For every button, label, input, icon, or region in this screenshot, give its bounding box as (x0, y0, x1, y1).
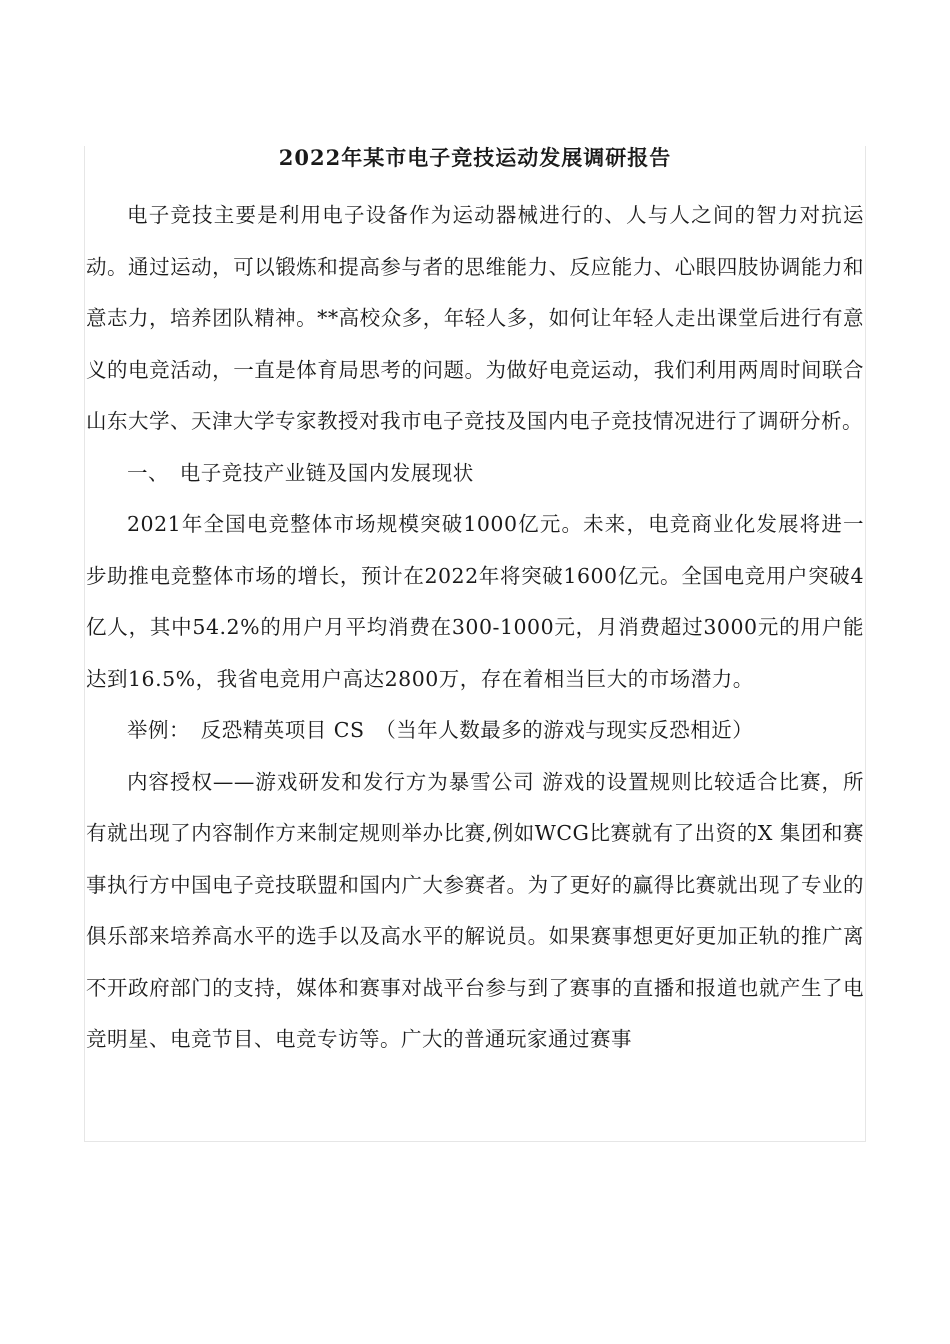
content-license-paragraph: 内容授权——游戏研发和发行方为暴雪公司 游戏的设置规则比较适合比赛，所有就出现了内容制作方来制定规则举办比赛,例如WCG比赛就有了出资的X 集团和赛事执行方中国电子竞技联盟和国内广大参赛者。为了更好的赢得比赛就出现了专业的俱乐部来培养高水平的选手以及高水平的解说员。如果赛事想更好更加正轨的推广离不开政府部门的支持，媒体和赛事对战平台参与到了赛事的直播和报道也就产生了电竞明星、电竞节目、电竞专访等。广大的普通玩家通过赛事 (86, 769, 864, 1051)
document-title: 2022年某市电子竞技运动发展调研报告 (278, 145, 672, 170)
example-line: 举例： 反恐精英项目 CS （当年人数最多的游戏与现实反恐相近） (127, 718, 754, 742)
section-heading-1: 一、 电子竞技产业链及国内发展现状 (127, 460, 474, 485)
market-paragraph: 2021年全国电竞整体市场规模突破1000亿元。未来，电竞商业化发展将进一步助推电竞整体市场的增长，预计在2022年将突破1600亿元。全国电竞用户突破4亿人，其中54.2%的用户月平均消费在300-1000元，月消费超过3000元的用户能达到16.5%，我省电竞用户高达2800万，存在着相当巨大的市场潜力。 (86, 512, 864, 691)
document-body (86, 138, 864, 1066)
intro-paragraph: 电子竞技主要是利用电子设备作为运动器械进行的、人与人之间的智力对抗运动。通过运动，可以锻炼和提高参与者的思维能力、反应能力、心眼四肢协调能力和意志力，培养团队精神。**高校众多，年轻人多，如何让年轻人走出课堂后进行有意义的电竞活动，一直是体育局思考的问题。为做好电竞运动，我们利用两周时间联合山东大学、天津大学专家教授对我市电子竞技及国内电子竞技情况进行了调研分析。 (86, 203, 864, 433)
